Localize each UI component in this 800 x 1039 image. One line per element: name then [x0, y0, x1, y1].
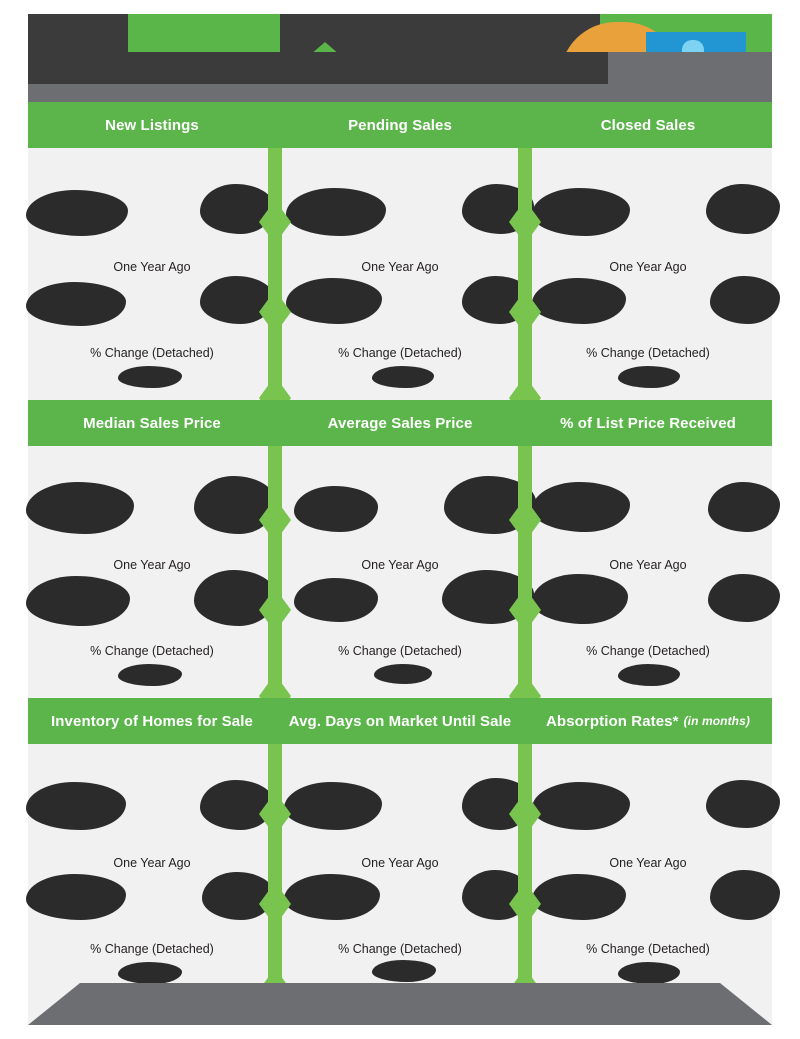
footer-left-notch — [28, 983, 80, 1025]
redacted-value — [26, 282, 126, 326]
metric-title-absorption-rates — [524, 698, 772, 744]
column-divider — [268, 446, 282, 698]
column-divider — [518, 446, 532, 698]
redacted-value — [532, 874, 626, 920]
metric-card-absorption-rates — [524, 744, 772, 996]
label-one-year-ago: One Year Ago — [361, 856, 439, 870]
label-one-year-ago: One Year Ago — [609, 558, 687, 572]
label-one-year-ago: One Year Ago — [113, 558, 191, 572]
metric-title-average-sales-price — [276, 400, 524, 446]
label-one-year-ago: One Year Ago — [113, 260, 191, 274]
section-inventory-header — [28, 698, 772, 744]
redacted-value — [286, 188, 386, 236]
metric-title-pending-sales — [276, 102, 524, 148]
redacted-value — [708, 574, 780, 622]
redacted-value — [532, 278, 626, 324]
column-divider — [268, 744, 282, 996]
label-one-year-ago: One Year Ago — [609, 856, 687, 870]
label-pct-change: % Change (Detached) — [586, 644, 710, 658]
metric-title-closed-sales — [524, 102, 772, 148]
redacted-value — [284, 874, 380, 920]
column-divider — [518, 148, 532, 400]
metric-title-text: New Listings — [105, 116, 199, 134]
metric-title-text: Inventory of Homes for Sale — [51, 712, 253, 730]
section-inventory-body — [28, 744, 772, 996]
metric-title-inventory-of-homes-for-sale — [28, 698, 276, 744]
section-prices-header — [28, 400, 772, 446]
metric-title-pct-of-list-price-received — [524, 400, 772, 446]
metric-title-median-sales-price — [28, 400, 276, 446]
report-sheet — [28, 102, 772, 997]
metric-card-pct-of-list-price-received — [524, 446, 772, 698]
header-banner — [28, 14, 772, 102]
metric-title-text: Avg. Days on Market Until Sale — [288, 712, 512, 730]
section-listings-header — [28, 102, 772, 148]
section-listings-body — [28, 148, 772, 400]
metric-card-average-sales-price — [276, 446, 524, 698]
metric-title-text: Median Sales Price — [83, 414, 221, 432]
redacted-value — [710, 276, 780, 324]
metric-card-closed-sales — [524, 148, 772, 400]
redacted-value — [294, 578, 378, 622]
metric-card-pending-sales — [276, 148, 524, 400]
road-shadow — [28, 52, 608, 84]
redacted-value — [284, 782, 382, 830]
redacted-value — [708, 482, 780, 532]
metric-title-avg-days-on-market — [276, 698, 524, 744]
metric-card-avg-days-on-market — [276, 744, 524, 996]
section-prices — [28, 400, 772, 698]
banner-dark-left-block — [28, 14, 128, 52]
label-one-year-ago: One Year Ago — [361, 558, 439, 572]
metric-title-note: (in months) — [683, 714, 750, 728]
metric-title-text: Absorption Rates* — [546, 712, 679, 730]
redacted-value — [200, 780, 274, 830]
redacted-value — [706, 780, 780, 828]
section-inventory — [28, 698, 772, 996]
label-pct-change: % Change (Detached) — [586, 942, 710, 956]
redacted-value — [294, 486, 378, 532]
label-pct-change: % Change (Detached) — [90, 942, 214, 956]
footer-bar — [28, 983, 772, 1025]
label-one-year-ago: One Year Ago — [361, 260, 439, 274]
redacted-value — [118, 366, 182, 388]
metric-card-median-sales-price — [28, 446, 276, 698]
label-pct-change: % Change (Detached) — [90, 644, 214, 658]
metric-title-text: Closed Sales — [600, 116, 696, 134]
metric-title-text: Average Sales Price — [327, 414, 473, 432]
redacted-value — [532, 782, 630, 830]
redacted-value — [618, 664, 680, 686]
redacted-value — [286, 278, 382, 324]
section-prices-body — [28, 446, 772, 698]
label-pct-change: % Change (Detached) — [338, 644, 462, 658]
metric-title-text: % of List Price Received — [560, 414, 736, 432]
label-one-year-ago: One Year Ago — [113, 856, 191, 870]
redacted-value — [372, 960, 436, 982]
redacted-value — [374, 664, 432, 684]
redacted-value — [26, 874, 126, 920]
redacted-value — [26, 190, 128, 236]
column-divider — [518, 744, 532, 996]
redacted-value — [26, 482, 134, 534]
redacted-value — [202, 872, 274, 920]
metric-title-text: Pending Sales — [348, 116, 452, 134]
redacted-value — [710, 870, 780, 920]
redacted-value — [26, 576, 130, 626]
redacted-value — [372, 366, 434, 388]
section-listings — [28, 102, 772, 400]
label-pct-change: % Change (Detached) — [338, 346, 462, 360]
redacted-value — [532, 574, 628, 624]
redacted-value — [706, 184, 780, 234]
metric-card-new-listings — [28, 148, 276, 400]
footer-right-notch — [720, 983, 772, 1025]
redacted-value — [618, 366, 680, 388]
redacted-value — [194, 570, 276, 626]
metric-title-new-listings — [28, 102, 276, 148]
redacted-value — [618, 962, 680, 984]
redacted-value — [118, 664, 182, 686]
label-pct-change: % Change (Detached) — [338, 942, 462, 956]
metric-card-inventory-of-homes-for-sale — [28, 744, 276, 996]
redacted-value — [118, 962, 182, 984]
redacted-value — [532, 188, 630, 236]
redacted-value — [532, 482, 630, 532]
label-pct-change: % Change (Detached) — [586, 346, 710, 360]
label-pct-change: % Change (Detached) — [90, 346, 214, 360]
column-divider — [268, 148, 282, 400]
redacted-value — [26, 782, 126, 830]
label-one-year-ago: One Year Ago — [609, 260, 687, 274]
